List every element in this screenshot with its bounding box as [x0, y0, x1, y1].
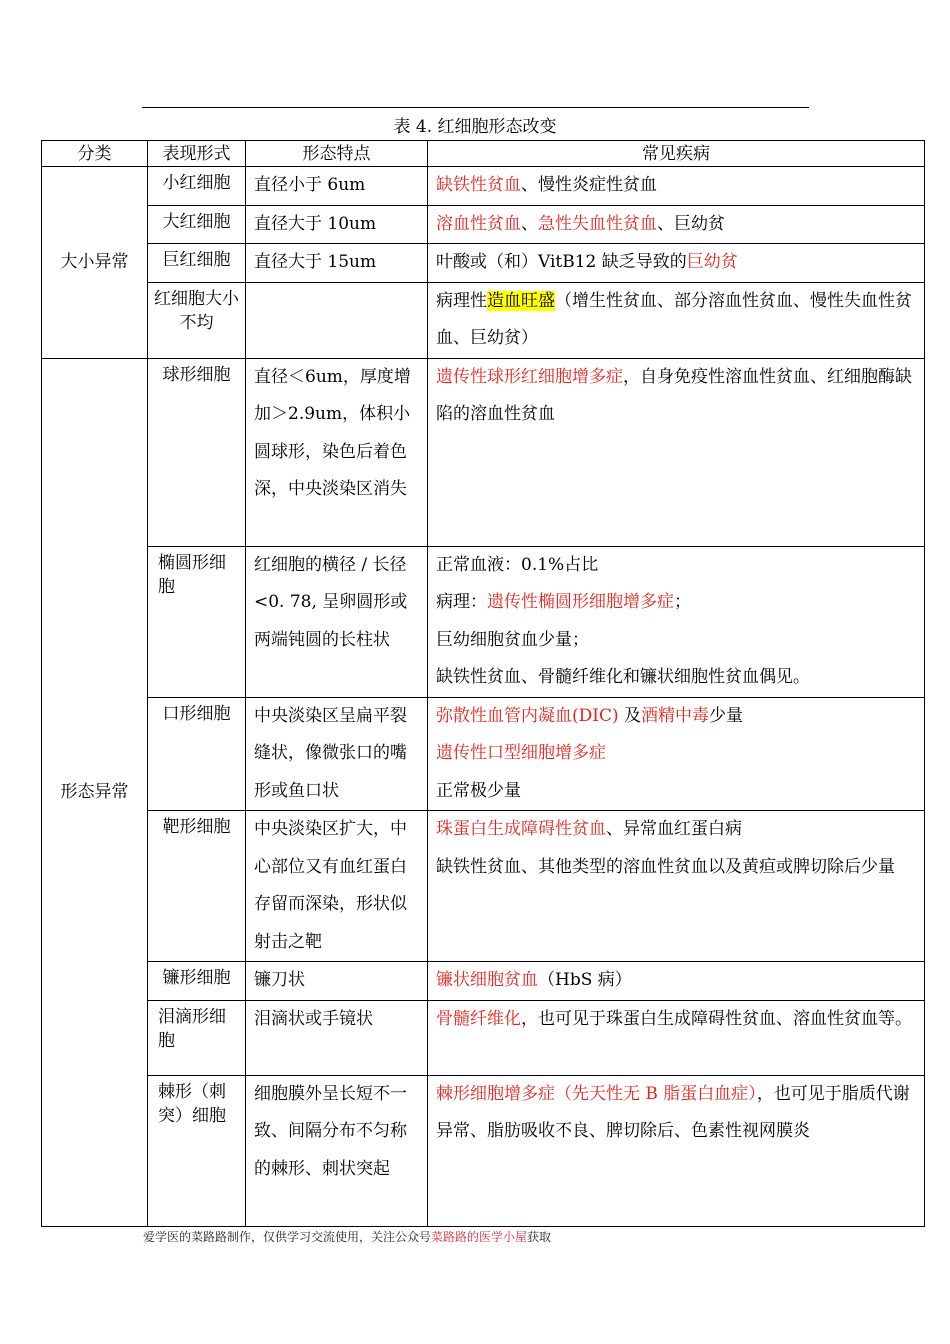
form-cell: 大红细胞 [148, 205, 246, 244]
disease-text: （HbS 病） [538, 970, 632, 990]
table-row [42, 282, 925, 358]
table-row [42, 167, 925, 206]
footer-text: 获取 [527, 1230, 552, 1244]
form-cell: 口形细胞 [148, 697, 246, 811]
table-row [42, 1075, 925, 1226]
disease-cell [428, 1075, 925, 1226]
rbc-morphology-table [41, 140, 925, 1227]
feature-cell: 中央淡染区呈扁平裂缝状，像微张口的嘴形或鱼口状 [246, 697, 428, 811]
disease-cell [428, 282, 925, 358]
table-row [42, 358, 925, 546]
yellow-highlight: 造血旺盛 [487, 290, 555, 311]
table-header-row [42, 141, 925, 167]
footer-note [143, 1228, 551, 1245]
disease-highlight: 溶血性贫血 [436, 213, 521, 234]
disease-text: 正常极少量 [436, 780, 521, 801]
disease-text: 病理性 [436, 290, 487, 311]
disease-cell [428, 167, 925, 206]
table-row [42, 244, 925, 283]
table-row [42, 546, 925, 697]
disease-text: ，也可见于脂质代谢异常、脂肪吸收不良、脾切除后、色素性视网膜炎 [436, 1083, 910, 1141]
form-cell: 棘形（刺突）细胞 [148, 1075, 246, 1226]
top-rule [142, 107, 809, 108]
disease-line [436, 698, 916, 736]
disease-highlight: 棘形细胞增多症（先天性无 B 脂蛋白血症） [436, 1083, 757, 1104]
category-size: 大小异常 [42, 167, 148, 359]
form-cell: 红细胞大小不均 [148, 282, 246, 358]
disease-cell [428, 697, 925, 811]
disease-text: ，也可见于珠蛋白生成障碍性贫血、溶血性贫血等。 [521, 1008, 912, 1029]
disease-cell [428, 546, 925, 697]
disease-text: 巨幼细胞贫血少量； [436, 629, 589, 650]
header-category: 分类 [42, 141, 148, 167]
disease-text: 病理： [436, 592, 487, 612]
disease-highlight: 镰状细胞贫血 [436, 970, 538, 990]
disease-text: （增生性贫血、部分溶血性贫血、慢性失血性贫血、巨幼贫） [436, 290, 912, 348]
header-feature: 形态特点 [246, 141, 428, 167]
feature-cell: 红细胞的横径 / 长径<0. 78, 呈卵圆形或两端钝圆的长柱状 [246, 546, 428, 697]
table-row [42, 205, 925, 244]
disease-cell [428, 358, 925, 546]
form-cell: 小红细胞 [148, 167, 246, 206]
table-row [42, 1000, 925, 1075]
form-cell: 镰形细胞 [148, 962, 246, 1001]
feature-cell: 镰刀状 [246, 962, 428, 1001]
disease-highlight: 遗传性口型细胞增多症 [436, 743, 606, 763]
feature-cell: 细胞膜外呈长短不一致、间隔分布不匀称的棘形、刺状突起 [246, 1075, 428, 1226]
footer-text: 爱学医的菜路路制作，仅供学习交流使用，关注公众号 [143, 1230, 432, 1244]
disease-cell [428, 244, 925, 283]
feature-cell: 泪滴状或手镜状 [246, 1000, 428, 1075]
disease-highlight: 弥散性血管内凝血(DIC) [436, 705, 619, 726]
form-cell: 椭圆形细胞 [148, 546, 246, 697]
feature-cell: 直径小于 6um [246, 167, 428, 206]
disease-text: ，自身免疫性溶血性贫血、红细胞酶缺陷的溶血性贫血 [436, 366, 912, 424]
disease-text: 及 [618, 705, 642, 726]
table-row [42, 811, 925, 962]
header-disease: 常见疾病 [428, 141, 925, 167]
disease-text: 、异常血红蛋白病 [606, 819, 742, 839]
disease-highlight: 急性失血性贫血 [538, 213, 657, 234]
disease-highlight: 骨髓纤维化 [436, 1008, 521, 1029]
table-row [42, 697, 925, 811]
disease-text: 缺铁性贫血、骨髓纤维化和镰状细胞性贫血偶见。 [436, 667, 810, 687]
disease-highlight: 遗传性球形红细胞增多症 [436, 366, 623, 387]
disease-highlight: 珠蛋白生成障碍性贫血 [436, 819, 606, 839]
disease-highlight: 酒精中毒 [641, 705, 710, 726]
feature-cell [246, 282, 428, 358]
form-cell: 泪滴形细胞 [148, 1000, 246, 1075]
feature-cell: 直径＜6um，厚度增加＞2.9um，体积小圆球形，染色后着色深，中央淡染区消失 [246, 358, 428, 546]
table-row [42, 962, 925, 1001]
disease-text: 少量 [709, 705, 744, 726]
disease-text: 缺铁性贫血、其他类型的溶血性贫血以及黄疸或脾切除后少量 [436, 856, 895, 877]
disease-cell [428, 811, 925, 962]
category-shape: 形态异常 [42, 358, 148, 1226]
disease-cell [428, 205, 925, 244]
disease-highlight: 遗传性椭圆形细胞增多症 [487, 592, 674, 612]
disease-text: 、慢性炎症性贫血 [521, 175, 657, 195]
disease-highlight: 缺铁性贫血 [436, 175, 521, 195]
disease-line [436, 584, 916, 622]
feature-cell: 直径大于 15um [246, 244, 428, 283]
feature-cell: 中央淡染区扩大，中心部位又有血红蛋白存留而深染，形状似射击之靶 [246, 811, 428, 962]
disease-line [436, 811, 916, 849]
form-cell: 巨红细胞 [148, 244, 246, 283]
footer-account-name: 菜路路的医学小屋 [431, 1230, 528, 1244]
disease-text: 叶酸或（和）VitB12 缺乏导致的 [436, 252, 687, 272]
disease-cell [428, 1000, 925, 1075]
feature-cell: 直径大于 10um [246, 205, 428, 244]
table-caption: 表 4. 红细胞形态改变 [393, 117, 557, 137]
disease-text: 正常血液：0.1%占比 [436, 554, 599, 575]
disease-text: 、 [521, 213, 538, 234]
disease-highlight: 巨幼贫 [686, 252, 738, 272]
disease-text: 、巨幼贫 [657, 213, 725, 234]
header-form: 表现形式 [148, 141, 246, 167]
disease-cell [428, 962, 925, 1001]
form-cell: 球形细胞 [148, 358, 246, 546]
disease-text: ； [674, 592, 691, 612]
form-cell: 靶形细胞 [148, 811, 246, 962]
